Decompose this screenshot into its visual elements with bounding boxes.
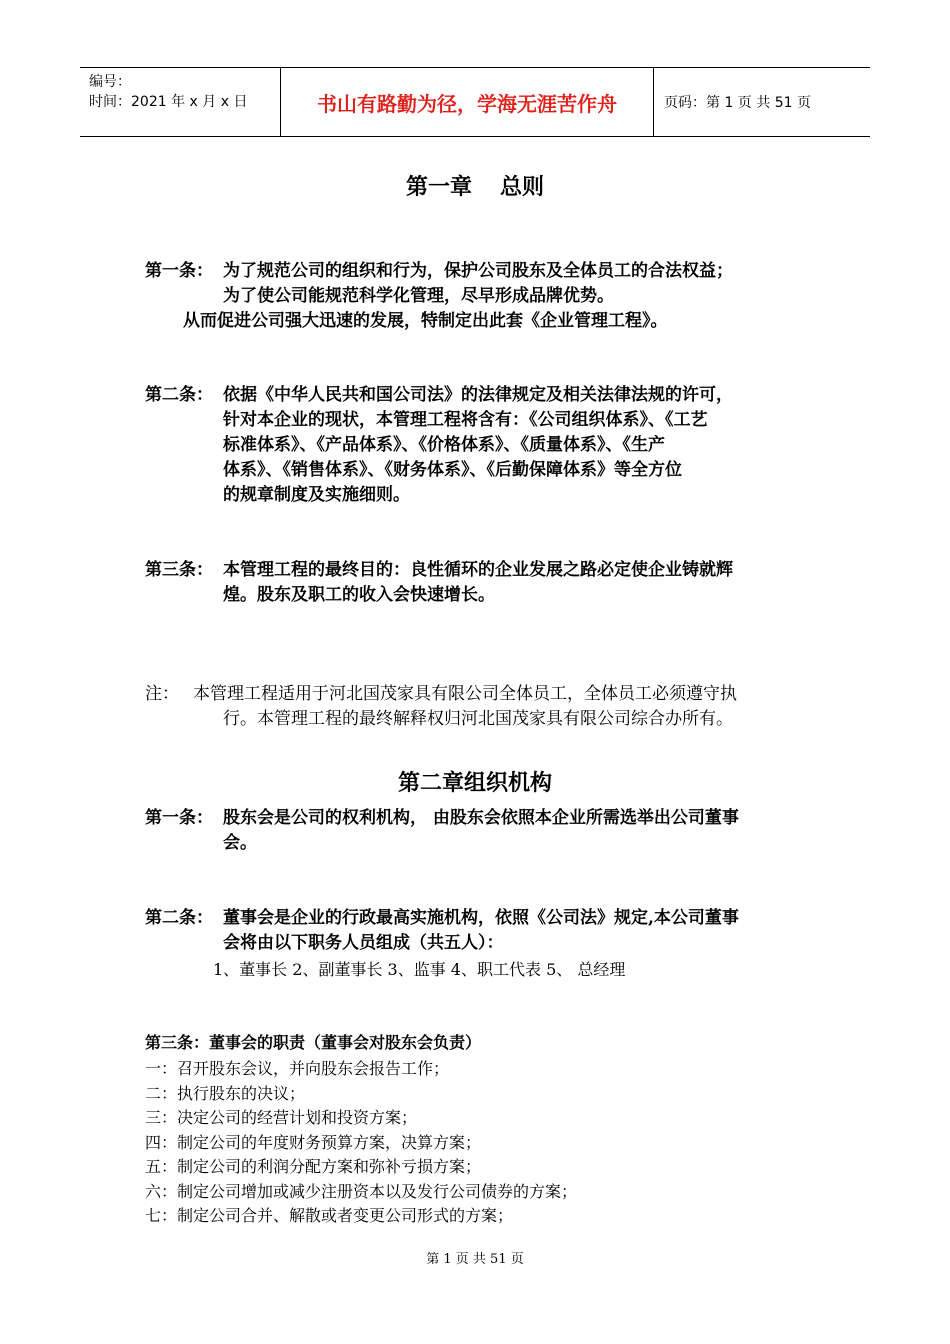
list-item: 五：制定公司的利润分配方案和弥补亏损方案； xyxy=(145,1157,482,1176)
ch2-article-1 xyxy=(145,806,739,856)
ch1-note-label: 注： xyxy=(145,684,179,704)
ch1-note-line: 本管理工程适用于河北国茂家具有限公司全体员工，全体员工必须遵守执 xyxy=(193,684,737,704)
ch1-article-1-line: 从而促进公司强大迅速的发展，特制定出此套《企业管理工程》。 xyxy=(183,311,668,331)
ch1-article-2-line: 针对本企业的现状，本管理工程将含有：《公司组织体系》、《工艺 xyxy=(223,410,708,430)
ch1-article-2-line: 体系》、《销售体系》、《财务体系》、《后勤保障体系》等全方位 xyxy=(223,460,682,480)
list-item: 一：召开股东会议，并向股东会报告工作； xyxy=(145,1059,450,1078)
ch2-article-1-label: 第一条： xyxy=(145,808,213,828)
ch1-article-3-line: 煌。股东及职工的收入会快速增长。 xyxy=(223,585,495,605)
chapter1-title xyxy=(0,170,950,201)
chapter1-title-number: 第一章 xyxy=(405,174,472,200)
header-meta-cell xyxy=(80,68,281,136)
ch2-article-1-line: 会。 xyxy=(223,833,257,853)
board-duties-list xyxy=(145,1057,577,1229)
ch1-article-2-line: 标准体系》、《产品体系》、《价格体系》、《质量体系》、《生产 xyxy=(223,435,665,455)
ch2-article-2-line: 会将由以下职务人员组成（共五人）： xyxy=(223,933,504,953)
ch2-board-members: 1、董事长 2、副董事长 3、监事 4、职工代表 5、 总经理 xyxy=(213,960,626,979)
header-page-info: 页码：第 1 页 共 51 页 xyxy=(664,95,811,111)
ch1-article-1 xyxy=(145,259,733,334)
ch2-article-2-label: 第二条： xyxy=(145,908,213,928)
ch1-article-1-line: 为了规范公司的组织和行为，保护公司股东及全体员工的合法权益； xyxy=(223,261,733,281)
document-number-label: 编号： xyxy=(89,74,131,90)
ch1-article-2 xyxy=(145,383,733,508)
ch1-article-3-label: 第三条： xyxy=(145,560,213,580)
list-item: 六：制定公司增加或减少注册资本以及发行公司债券的方案； xyxy=(145,1181,578,1201)
chapter1-title-name: 总则 xyxy=(500,174,545,200)
ch1-article-1-label: 第一条： xyxy=(145,261,213,281)
ch1-article-1-line: 为了使公司能规范科学化管理，尽早形成品牌优势。 xyxy=(223,286,614,306)
ch1-article-3 xyxy=(145,558,733,608)
ch1-article-2-line: 的规章制度及实施细则。 xyxy=(223,485,410,505)
document-time-label: 时间：2021 年 x 月 x 日 xyxy=(89,94,248,110)
list-item: 四：制定公司的年度财务预算方案，决算方案； xyxy=(145,1132,482,1152)
list-item: 三：决定公司的经营计划和投资方案； xyxy=(145,1108,418,1127)
ch2-article-2 xyxy=(145,906,739,956)
page-header xyxy=(80,67,870,137)
header-motto: 书山有路勤为径，学海无涯苦作舟 xyxy=(281,68,654,136)
ch1-note xyxy=(145,682,737,732)
page-footer: 第 1 页 共 51 页 xyxy=(426,1252,524,1267)
list-item: 七：制定公司合并、解散或者变更公司形式的方案； xyxy=(145,1206,514,1225)
list-item: 二：执行股东的决议； xyxy=(145,1083,306,1103)
ch1-article-2-label: 第二条： xyxy=(145,385,213,405)
ch2-article-2-line: 董事会是企业的行政最高实施机构，依照《公司法》规定,本公司董事 xyxy=(223,908,739,928)
ch2-article-3-heading: 第三条：董事会的职责（董事会对股东会负责） xyxy=(145,1033,482,1052)
ch1-note-line: 行。本管理工程的最终解释权归河北国茂家具有限公司综合办所有。 xyxy=(223,709,733,729)
ch2-article-1-line: 股东会是公司的权利机构， 由股东会依照本企业所需选举出公司董事 xyxy=(223,808,739,828)
ch1-article-3-line: 本管理工程的最终目的：良性循环的企业发展之路必定使企业铸就辉 xyxy=(223,560,733,580)
chapter2-title: 第二章组织机构 xyxy=(397,770,552,796)
ch1-article-2-line: 依据《中华人民共和国公司法》的法律规定及相关法律法规的许可， xyxy=(223,385,733,405)
